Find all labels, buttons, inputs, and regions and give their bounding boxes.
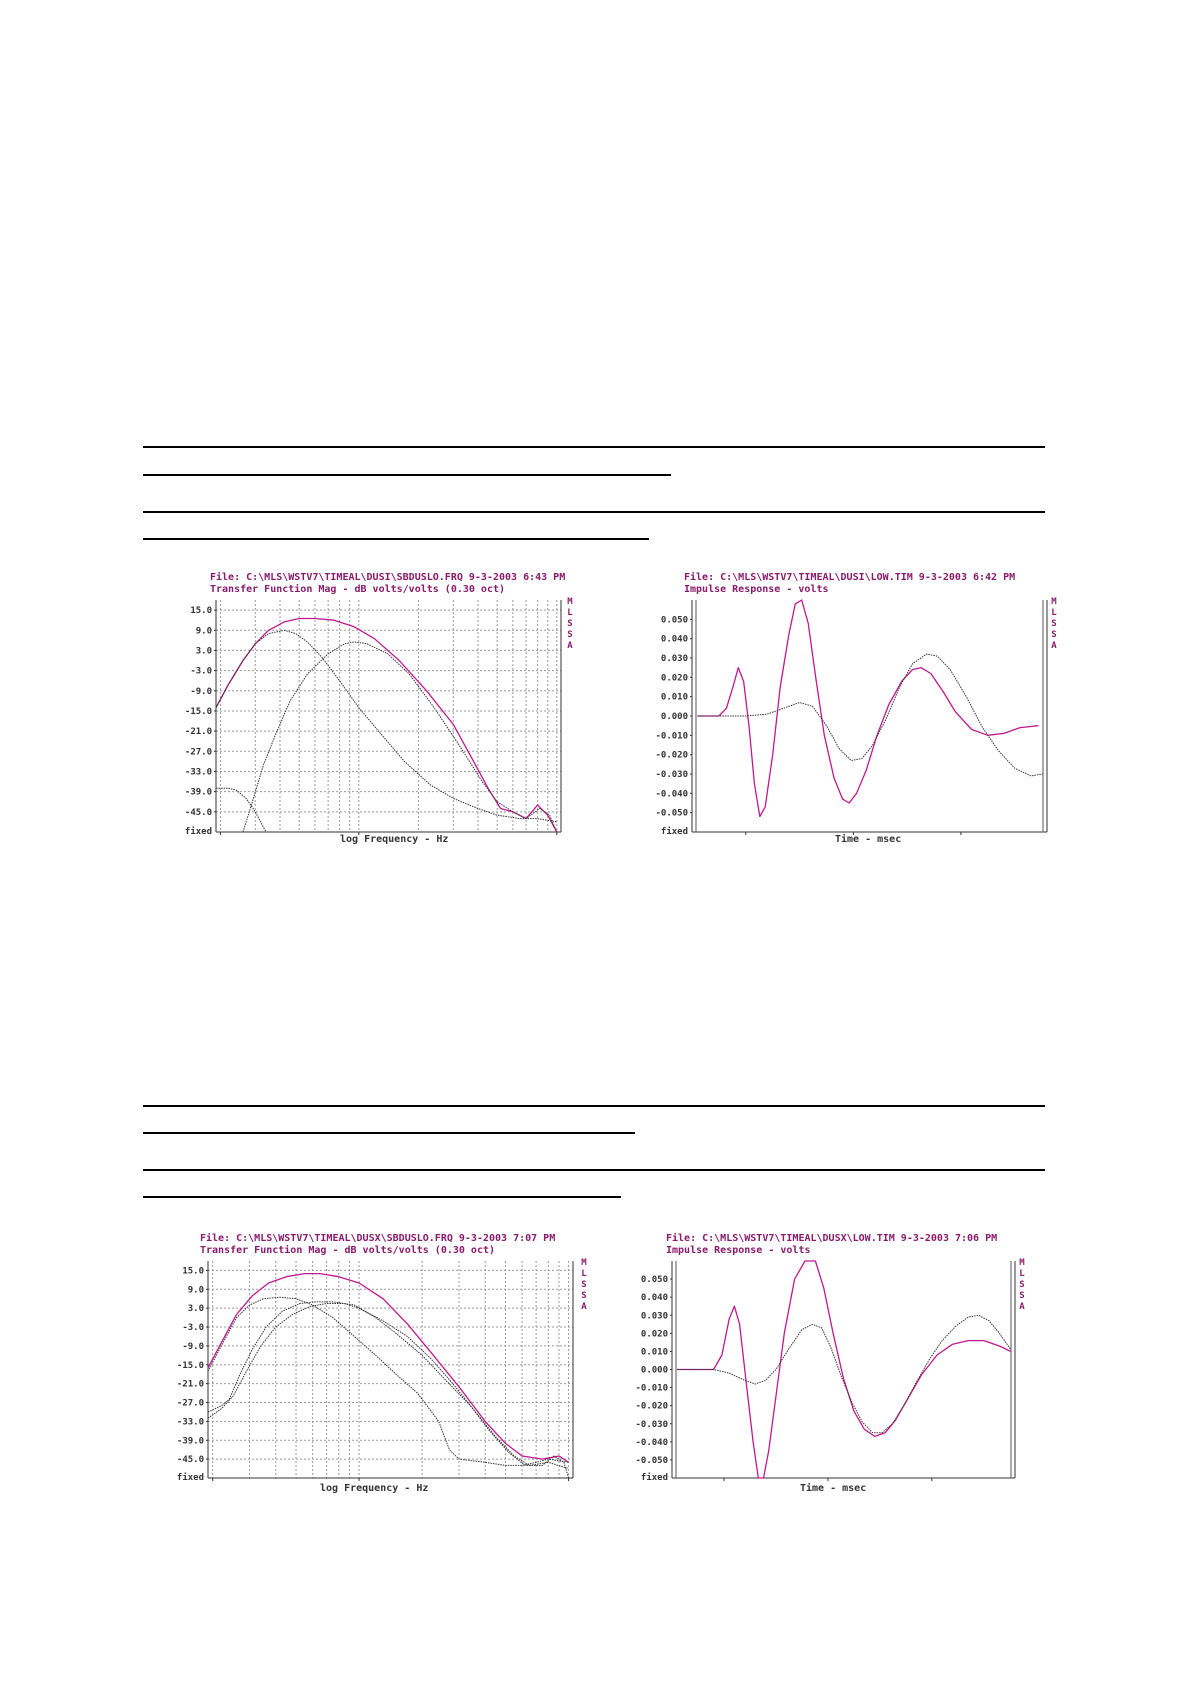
fixed-label: fixed <box>660 827 688 836</box>
file-line: File: C:\MLS\WSTV7\TIMEAL\DUSI\SBDUSLO.FRQ 9-3-2003 6:43 PM <box>210 572 566 583</box>
y-tick-label: -0.050 <box>655 808 688 819</box>
series-line <box>697 600 1038 817</box>
side-letter: S <box>567 630 573 640</box>
side-letter: S <box>1051 619 1057 629</box>
side-letter: M <box>581 1258 587 1268</box>
y-tick-label: -33.0 <box>184 767 212 778</box>
y-tick-label: -0.040 <box>635 1437 668 1448</box>
plot-area <box>160 570 600 836</box>
y-tick-label: -3.0 <box>182 1323 204 1334</box>
file-line: File: C:\MLS\WSTV7\TIMEAL\DUSX\SBDUSLO.FRQ 9-3-2003 7:07 PM <box>200 1233 556 1244</box>
y-tick-label: -33.0 <box>176 1417 204 1428</box>
separator-line <box>143 1169 1045 1171</box>
y-tick-label: -0.050 <box>635 1455 668 1466</box>
side-letter: S <box>581 1280 587 1290</box>
y-tick-label: 0.000 <box>660 712 688 722</box>
series-line <box>208 1274 569 1463</box>
side-letter: L <box>567 608 573 618</box>
y-tick-label: -15.0 <box>176 1360 204 1371</box>
y-tick-label: -9.0 <box>190 686 212 697</box>
y-tick-label: -27.0 <box>176 1398 204 1409</box>
side-letter: S <box>1019 1291 1025 1301</box>
file-line: File: C:\MLS\WSTV7\TIMEAL\DUSX\LOW.TIM 9-3-2003 7:06 PM <box>666 1233 998 1244</box>
y-tick-label: 9.0 <box>195 626 212 637</box>
chart-title: Impulse Response - volts <box>684 584 829 595</box>
y-tick-label: 0.030 <box>640 1311 668 1322</box>
y-tick-label: 15.0 <box>182 1266 204 1277</box>
y-tick-label: -0.020 <box>655 750 688 761</box>
separator-line <box>143 1105 1045 1107</box>
y-tick-label: 0.030 <box>660 654 688 664</box>
separator-line <box>143 474 671 476</box>
side-letter: A <box>1019 1302 1025 1312</box>
transfer-function-chart-1 <box>160 570 600 860</box>
series-line <box>216 788 266 832</box>
y-tick-label: 9.0 <box>187 1285 204 1296</box>
side-letter: A <box>1051 641 1057 651</box>
y-tick-label: -45.0 <box>176 1455 204 1466</box>
y-tick-label: 0.010 <box>640 1347 668 1358</box>
fixed-label: fixed <box>176 1473 204 1482</box>
separator-line <box>143 1132 635 1134</box>
y-tick-label: -45.0 <box>184 807 212 818</box>
impulse-response-chart-2 <box>620 1231 1060 1521</box>
side-letter: L <box>1051 608 1057 618</box>
y-tick-label: 0.050 <box>660 615 688 626</box>
y-tick-label: 0.050 <box>640 1275 668 1286</box>
transfer-function-chart-2 <box>160 1231 600 1521</box>
y-tick-label: -39.0 <box>176 1436 204 1447</box>
side-letter: A <box>581 1302 587 1312</box>
plot-area <box>620 1231 1060 1482</box>
chart-title: Transfer Function Mag - dB volts/volts (0.30 oct) <box>200 1245 496 1256</box>
fixed-label: fixed <box>640 1473 668 1482</box>
series-line <box>208 1302 569 1478</box>
y-tick-label: 0.040 <box>660 634 688 645</box>
side-letter: L <box>581 1269 587 1279</box>
side-letter: A <box>567 641 573 651</box>
side-letter: S <box>1019 1280 1025 1290</box>
chart-title: Transfer Function Mag - dB volts/volts (0.30 oct) <box>210 584 506 595</box>
x-axis-label: Time - msec <box>835 834 902 845</box>
separator-line <box>143 446 1045 448</box>
y-tick-label: -21.0 <box>176 1379 204 1390</box>
file-line: File: C:\MLS\WSTV7\TIMEAL\DUSI\LOW.TIM 9-3-2003 6:42 PM <box>684 572 1016 583</box>
side-letter: S <box>581 1291 587 1301</box>
separator-line <box>143 511 1045 513</box>
y-tick-label: 0.020 <box>640 1329 668 1340</box>
x-axis-label: Time - msec <box>800 1483 867 1494</box>
side-letter: L <box>1019 1269 1025 1279</box>
plot-area <box>160 1231 600 1482</box>
side-letter: M <box>567 597 573 607</box>
series-line <box>208 1304 569 1469</box>
separator-line <box>143 1196 621 1198</box>
side-letter: S <box>1051 630 1057 640</box>
y-tick-label: -0.040 <box>655 789 688 800</box>
y-tick-label: -0.010 <box>655 731 688 742</box>
series-line <box>677 1261 1011 1478</box>
y-tick-label: -39.0 <box>184 787 212 798</box>
y-tick-label: 0.000 <box>640 1365 668 1376</box>
y-tick-label: -15.0 <box>184 706 212 717</box>
x-axis-label: log Frequency - Hz <box>320 1483 429 1494</box>
y-tick-label: 0.020 <box>660 673 688 684</box>
y-tick-label: 0.040 <box>640 1293 668 1304</box>
separator-line <box>143 538 649 540</box>
y-tick-label: 3.0 <box>187 1304 204 1315</box>
y-tick-label: -0.030 <box>635 1419 668 1430</box>
plot-area <box>640 570 1080 836</box>
y-tick-label: -9.0 <box>182 1341 204 1352</box>
y-tick-label: -0.010 <box>635 1383 668 1394</box>
side-letter: M <box>1019 1258 1025 1268</box>
fixed-label: fixed <box>184 827 212 836</box>
y-tick-label: 15.0 <box>190 606 212 617</box>
y-tick-label: 3.0 <box>195 646 212 657</box>
y-tick-label: -21.0 <box>184 727 212 738</box>
side-letter: S <box>567 619 573 629</box>
y-tick-label: -27.0 <box>184 747 212 758</box>
y-tick-label: -0.030 <box>655 770 688 780</box>
y-tick-label: -3.0 <box>190 666 212 677</box>
impulse-response-chart-1 <box>640 570 1080 860</box>
series-line <box>677 1315 1011 1433</box>
y-tick-label: -0.020 <box>635 1401 668 1412</box>
x-axis-label: log Frequency - Hz <box>340 834 449 845</box>
side-letter: M <box>1051 597 1057 607</box>
y-tick-label: 0.010 <box>660 692 688 703</box>
series-line <box>216 630 557 822</box>
chart-title: Impulse Response - volts <box>666 1245 811 1256</box>
